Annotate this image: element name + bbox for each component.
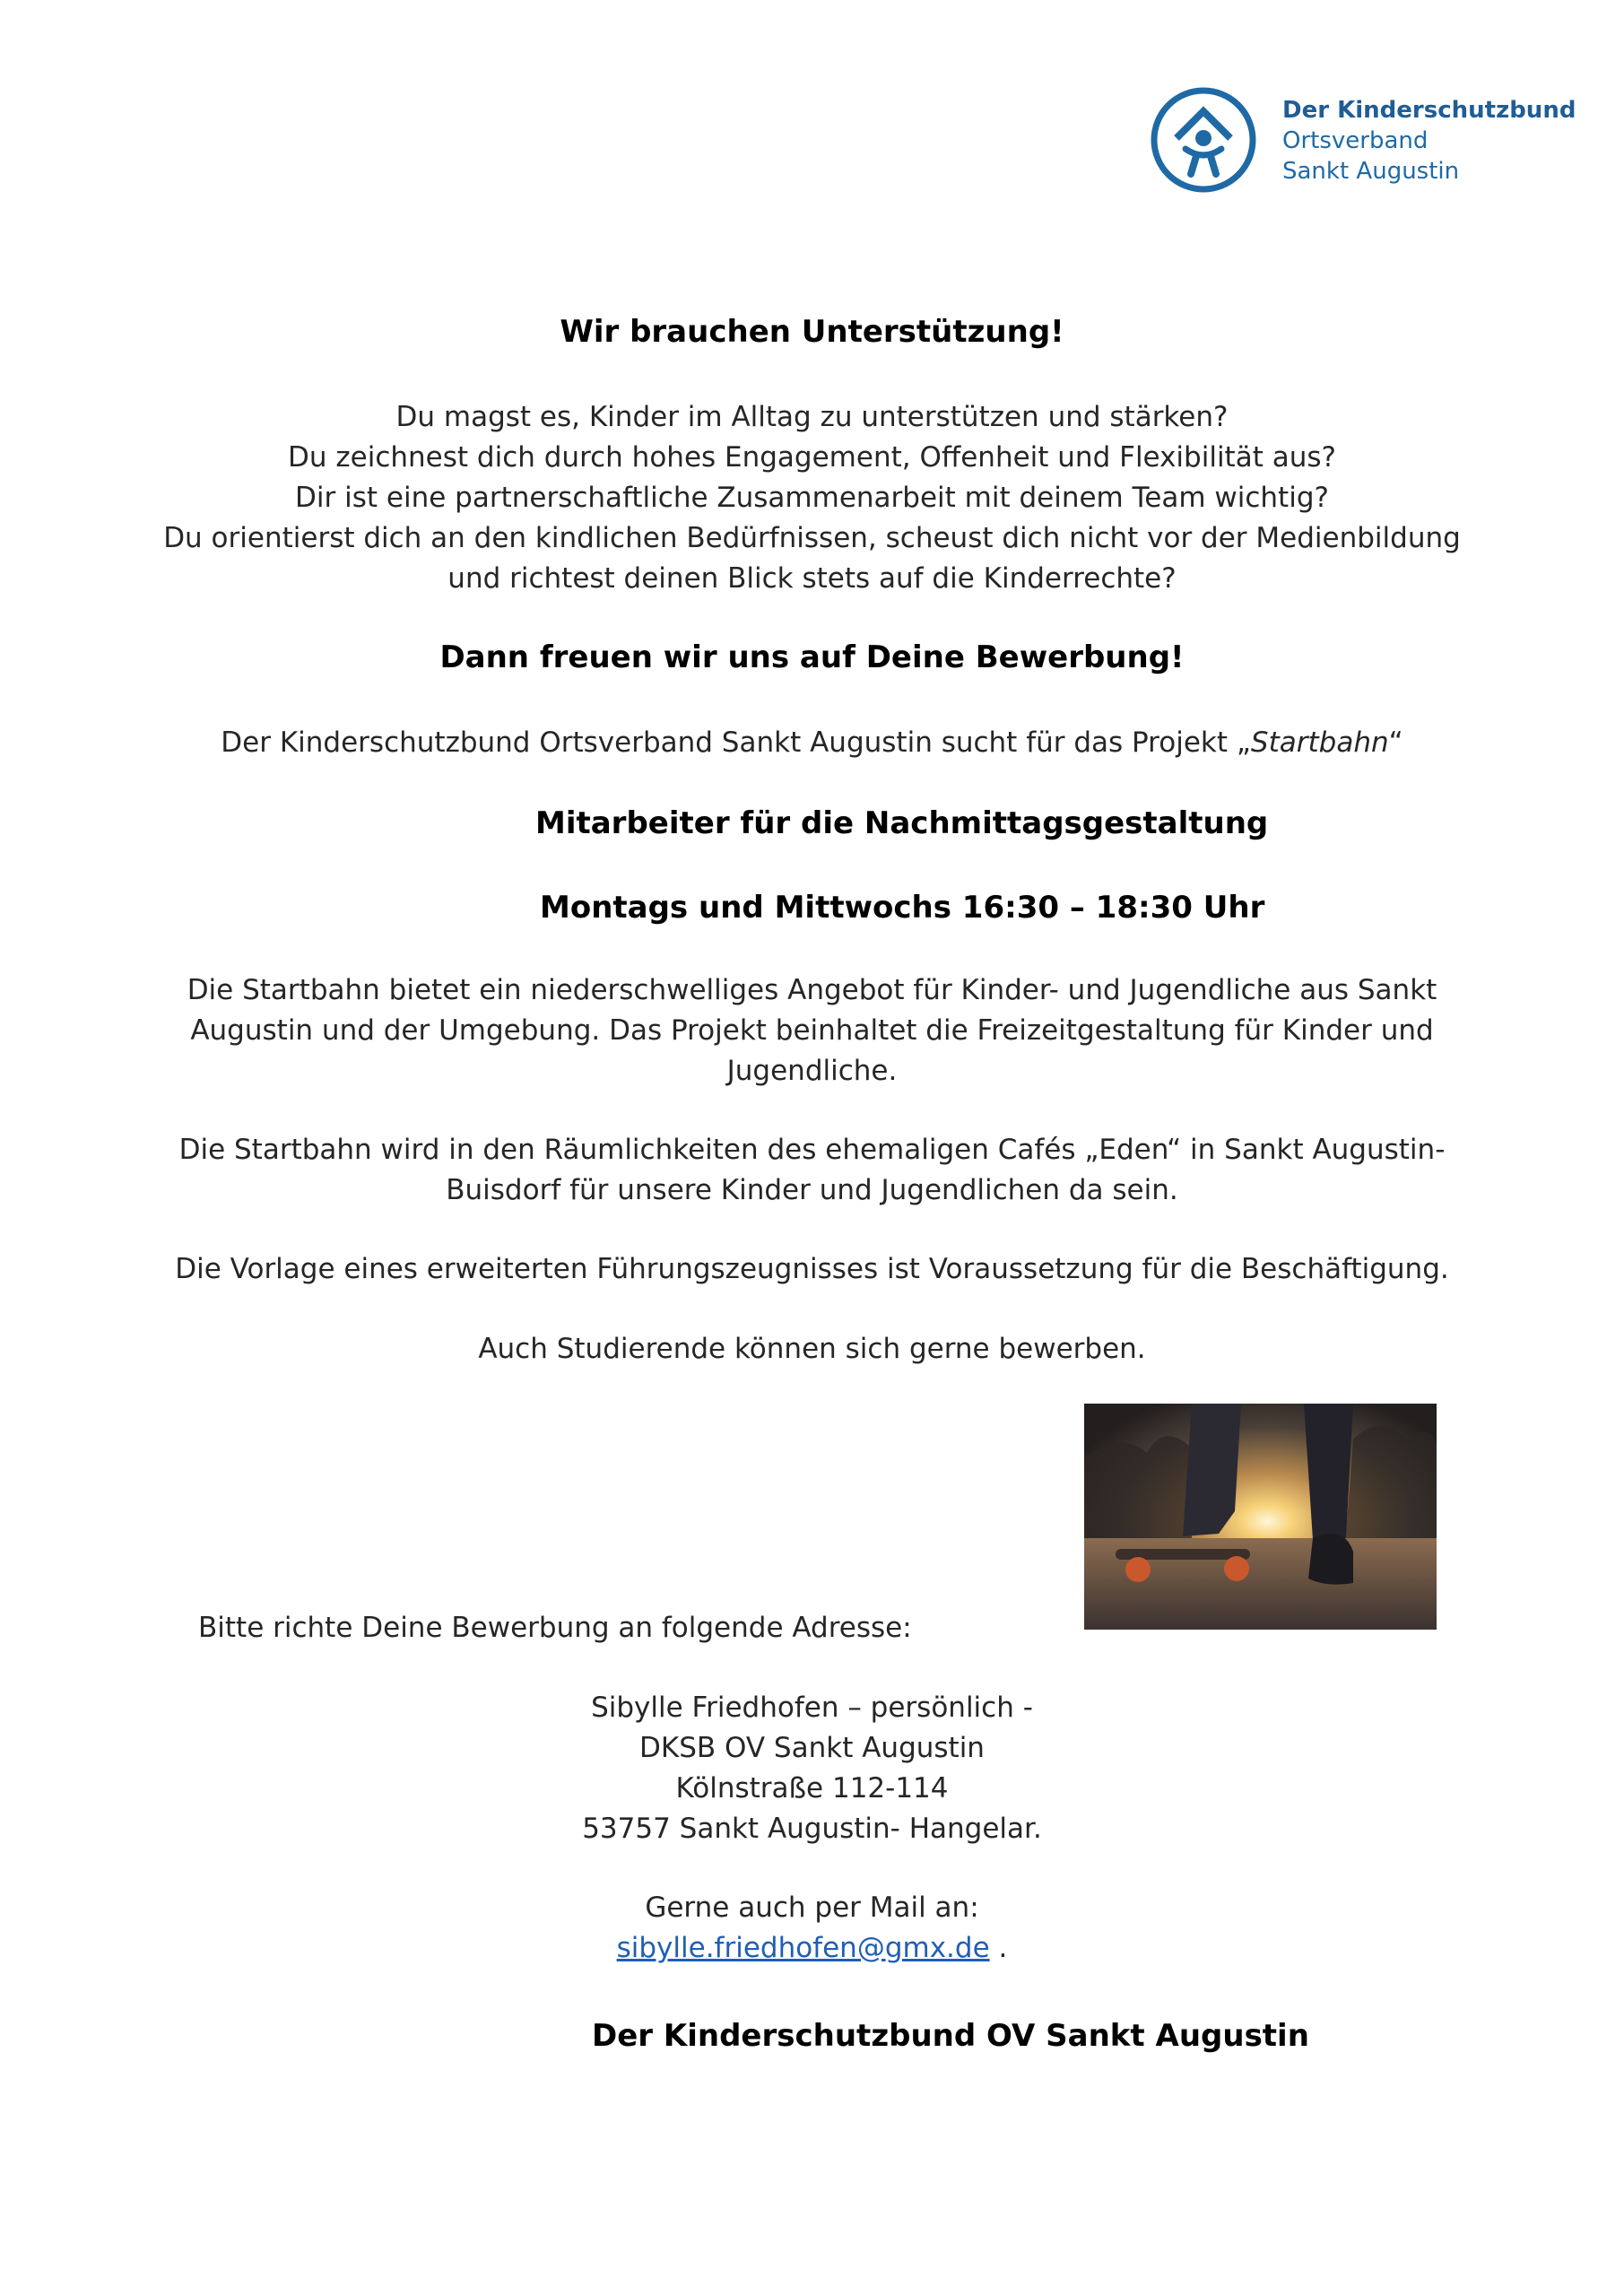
paragraph-line: Buisdorf für unsere Kinder und Jugendlichen da sein. [446,1174,1178,1206]
closing-signature: Der Kinderschutzbund OV Sankt Augustin [592,2018,1309,2054]
address-line: Kölnstraße 112-114 [675,1772,949,1805]
mail-line [0,1928,1624,1969]
intro-line: Dir ist eine partnerschaftliche Zusammenarbeit mit deinem Team wichtig? [295,482,1329,514]
search-line-prefix: Der Kinderschutzbund Ortsverband Sankt Augustin sucht für das Projekt „ [221,726,1251,759]
mail-intro: Gerne auch per Mail an: [645,1892,979,1924]
requirement-text: Die Vorlage eines erweiterten Führungszeugnisses ist Voraussetzung für die Beschäftigung. [175,1253,1449,1285]
paragraph-line: Die Startbahn bietet ein niederschwelliges Angebot für Kinder- und Jugendliche aus Sankt [187,974,1437,1006]
search-line [0,723,1624,763]
location-description [0,1130,1624,1211]
skateboard-image [1084,1404,1437,1630]
logo-line-3: Sankt Augustin [1282,158,1460,185]
address-line: Sibylle Friedhofen – persönlich - [591,1692,1033,1724]
intro-text [0,397,1624,599]
schedule: Montags und Mittwochs 16:30 – 18:30 Uhr [540,890,1265,926]
paragraph-line: Die Startbahn wird in den Räumlichkeiten des ehemaligen Cafés „Eden“ in Sankt Augustin- [178,1134,1446,1166]
main-heading: Wir brauchen Unterstützung! [560,314,1064,350]
kinderschutzbund-logo-icon [1150,86,1257,194]
application-heading: Dann freuen wir uns auf Deine Bewerbung! [439,639,1185,675]
mail-block [0,1888,1624,1969]
logo-line-2: Ortsverband [1282,127,1429,154]
intro-line: Du orientierst dich an den kindlichen Bedürfnissen, scheust dich nicht vor der Medienbildung [163,522,1461,554]
logo-line-1: Der Kinderschutzbund [1282,97,1576,124]
paragraph-line: Jugendliche. [726,1055,898,1087]
intro-line: Du zeichnest dich durch hohes Engagement, Offenheit und Flexibilität aus? [288,441,1336,474]
students-text: Auch Studierende können sich gerne bewerben. [478,1333,1146,1365]
address-line: 53757 Sankt Augustin- Hangelar. [582,1813,1042,1845]
position-title: Mitarbeiter für die Nachmittagsgestaltung [535,805,1269,841]
skateboard-photo [1084,1404,1437,1630]
email-link[interactable]: sibylle.friedhofen@gmx.de [616,1932,990,1964]
apply-prompt: Bitte richte Deine Bewerbung an folgende Adresse: [198,1612,912,1644]
project-name: Startbahn [1250,726,1389,759]
intro-line: und richtest deinen Blick stets auf die Kinderrechte? [447,562,1177,595]
address-block [0,1688,1624,1849]
logo-text [1282,95,1576,187]
paragraph-line: Augustin und der Umgebung. Das Projekt beinhaltet die Freizeitgestaltung für Kinder und [190,1014,1434,1047]
email-suffix: . [989,1932,1008,1964]
organization-logo [1150,86,1580,203]
search-line-suffix: “ [1388,726,1403,759]
address-line: DKSB OV Sankt Augustin [639,1732,985,1764]
intro-line: Du magst es, Kinder im Alltag zu unterstützen und stärken? [395,401,1229,433]
project-description [0,970,1624,1091]
